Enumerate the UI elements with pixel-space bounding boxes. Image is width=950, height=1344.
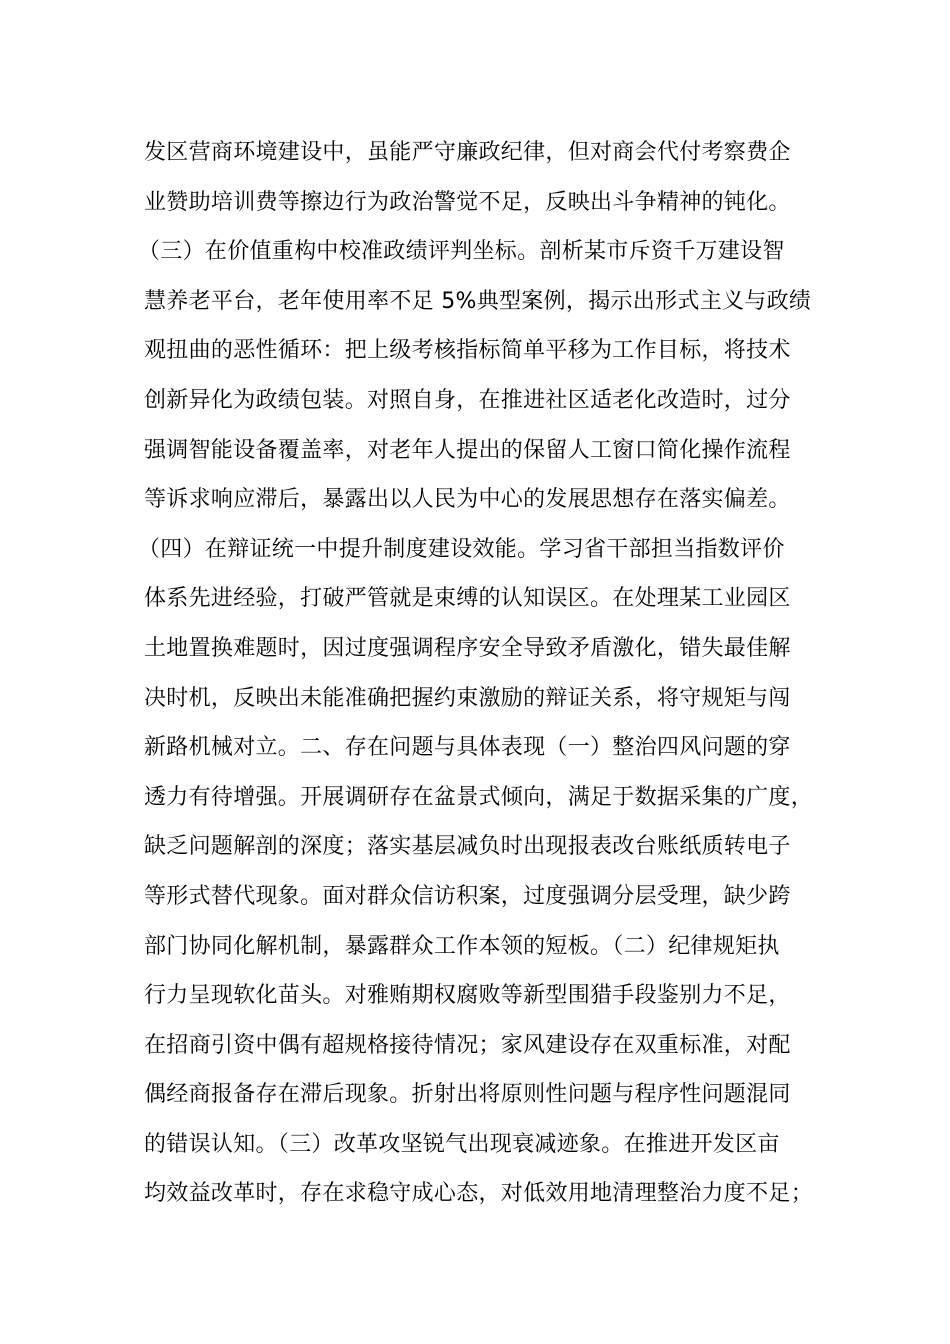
text-line: 的错误认知。（三）改革攻坚锐气出现衰减迹象。在推进开发区亩 <box>144 1131 780 1157</box>
text-line: （三）在价值重构中校准政绩评判坐标。剖析某市斥资千万建设智 <box>138 239 785 265</box>
text-line: 行力呈现软化苗头。对雅贿期权腐败等新型围猎手段鉴别力不足， <box>144 983 791 1009</box>
text-line: 偶经商报备存在滞后现象。折射出将原则性问题与程序性问题混同 <box>144 1082 791 1108</box>
text-line: 均效益改革时，存在求稳守成心态，对低效用地清理整治力度不足； <box>144 1181 814 1207</box>
text-line: 透力有待增强。开展调研存在盆景式倾向，满足于数据采集的广度， <box>144 784 814 810</box>
text-line: 强调智能设备覆盖率，对老年人提出的保留人工窗口简化操作流程 <box>144 437 791 463</box>
text-line: 在招商引资中偶有超规格接待情况；家风建设存在双重标准，对配 <box>144 1032 791 1058</box>
text-line: 缺乏问题解剖的深度；落实基层减负时出现报表改台账纸质转电子 <box>144 834 791 860</box>
text-line: 体系先进经验，打破严管就是束缚的认知误区。在处理某工业园区 <box>144 586 791 612</box>
text-line: 等诉求响应滞后，暴露出以人民为中心的发展思想存在落实偏差。 <box>144 487 791 513</box>
text-line: 决时机，反映出未能准确把握约束激励的辩证关系，将守规矩与闯 <box>144 685 791 711</box>
text-line: 业赞助培训费等擦边行为政治警觉不足，反映出斗争精神的钝化。 <box>144 189 791 215</box>
text-line: 新路机械对立。二、存在问题与具体表现（一）整治四风问题的穿 <box>144 735 791 761</box>
text-line: （四）在辩证统一中提升制度建设效能。学习省干部担当指数评价 <box>138 536 785 562</box>
text-line: 土地置换难题时，因过度强调程序安全导致矛盾激化，错失最佳解 <box>144 635 791 661</box>
text-line: 观扭曲的恶性循环：把上级考核指标简单平移为工作目标，将技术 <box>144 338 791 364</box>
text-line: 创新异化为政绩包装。对照自身，在推进社区适老化改造时，过分 <box>144 387 791 413</box>
text-line: 发区营商环境建设中，虽能严守廉政纪律，但对商会代付考察费企 <box>144 140 791 165</box>
body-text <box>138 128 824 1219</box>
text-line: 慧养老平台，老年使用率不足 5%典型案例，揭示出形式主义与政绩 <box>144 288 812 314</box>
text-line: 等形式替代现象。面对群众信访积案，过度强调分层受理，缺少跨 <box>144 883 791 909</box>
text-line: 部门协同化解机制，暴露群众工作本领的短板。（二）纪律规矩执 <box>144 933 780 959</box>
